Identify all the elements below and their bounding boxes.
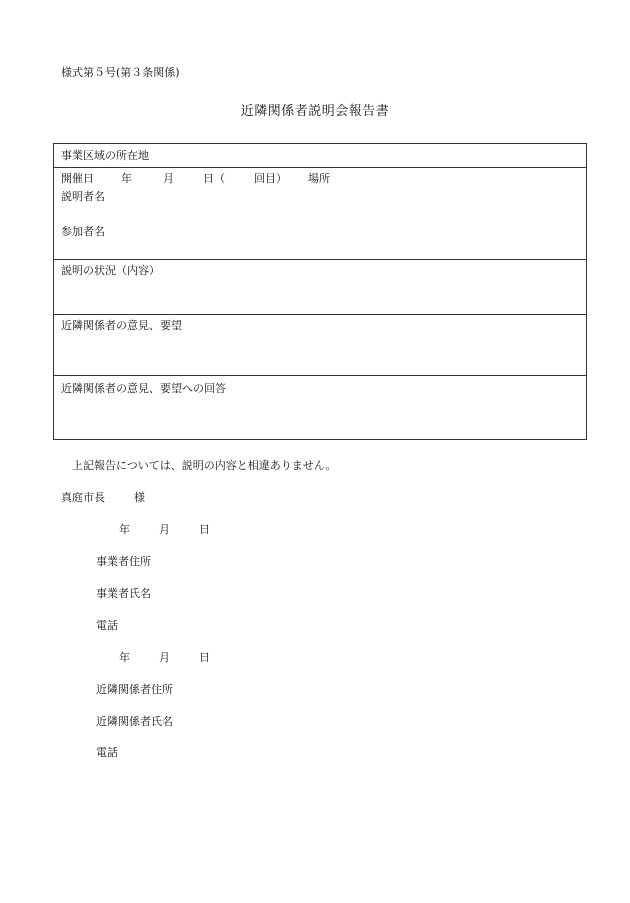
day-label: 日（ <box>203 172 225 185</box>
date-line <box>61 172 330 186</box>
neighbor-phone-label: 電話 <box>96 746 118 759</box>
year-label: 年 <box>121 172 132 185</box>
location-row <box>54 144 586 168</box>
status-label: 説明の状況（内容） <box>61 264 160 277</box>
neighbor-date <box>119 651 210 665</box>
explainer-label: 説明者名 <box>61 190 105 203</box>
month-label: 月 <box>163 172 174 185</box>
page-title: 近隣関係者説明会報告書 <box>240 104 390 119</box>
neighbor-name-label: 近隣関係者氏名 <box>96 715 173 728</box>
business-month: 月 <box>159 523 170 536</box>
business-day: 日 <box>199 523 210 536</box>
neighbor-month: 月 <box>159 651 170 664</box>
business-name-label: 事業者氏名 <box>96 587 151 600</box>
place-label: 場所 <box>308 172 330 185</box>
business-address-label: 事業者住所 <box>96 555 151 568</box>
neighbor-day: 日 <box>199 651 210 664</box>
addressee-name: 真庭市長 <box>61 491 105 504</box>
business-phone-label: 電話 <box>96 619 118 632</box>
report-table <box>53 143 587 440</box>
business-year: 年 <box>119 523 130 536</box>
business-date <box>119 523 210 537</box>
opinions-label: 近隣関係者の意見、要望 <box>61 319 182 332</box>
response-row <box>54 376 586 439</box>
status-row <box>54 260 586 315</box>
location-label: 事業区域の所在地 <box>61 149 149 162</box>
neighbor-address-label: 近隣関係者住所 <box>96 683 173 696</box>
form-number: 様式第５号(第３条関係) <box>61 66 180 79</box>
date-label: 開催日 <box>61 172 94 185</box>
count-label: 回目） <box>254 172 287 185</box>
meeting-info-row <box>54 168 586 260</box>
declaration-text: 上記報告については、説明の内容と相違ありません。 <box>72 459 337 472</box>
addressee <box>61 491 145 505</box>
addressee-honorific: 様 <box>134 491 145 504</box>
opinions-row <box>54 315 586 376</box>
response-label: 近隣関係者の意見、要望への回答 <box>61 382 226 395</box>
participants-label: 参加者名 <box>61 225 105 238</box>
neighbor-year: 年 <box>119 651 130 664</box>
